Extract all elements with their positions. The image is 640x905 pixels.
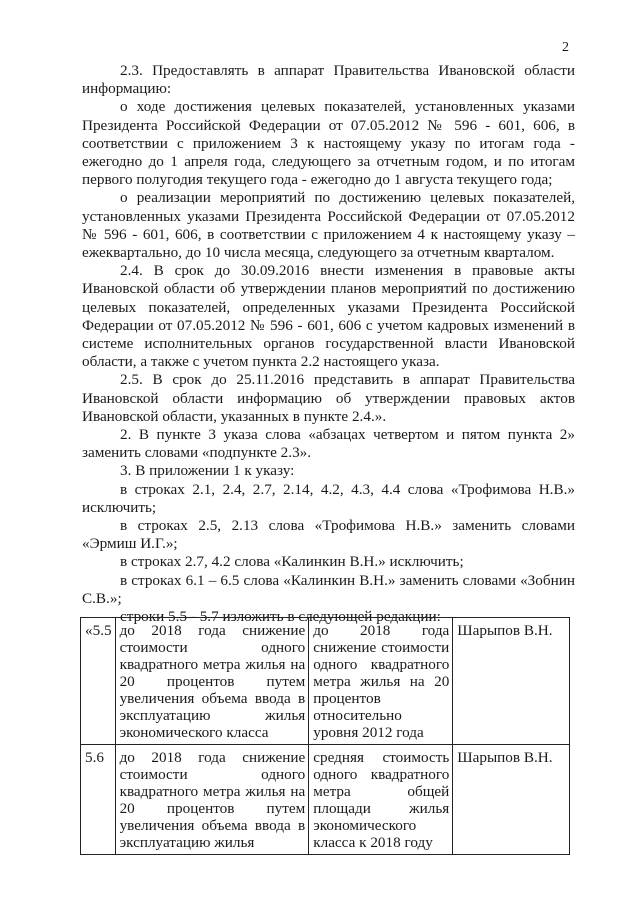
paragraph-2-3: 2.3. Предоставлять в аппарат Правительства Ивановской области информацию: — [82, 62, 575, 98]
document-body — [82, 62, 575, 626]
paragraph-rows-new-edition: строки 5.5 - 5.7 изложить в следующей редакции: — [120, 608, 441, 626]
row-target: до 2018 года снижение стоимости одного квадратного метра жилья на 20 процентов относительно уровня 2012 года — [313, 622, 450, 741]
row-responsible: Шарыпов В.Н. — [453, 618, 570, 745]
paragraph-item-3: 3. В приложении 1 к указу: — [120, 462, 295, 480]
paragraph-targets-progress: о ходе достижения целевых показателей, установленных указами Президента Российской Федерации от 07.05.2012 № 596 - 601, 606, в соответствии с приложением 3 к настоящему указу по итогам года - ежегодно до 1 апреля года, следующего за отчетным годом, и по итогам первого полугодия текущего года - ежегодно до 1 августа текущего года; — [82, 98, 575, 189]
row-number: «5.5 — [81, 618, 116, 745]
table-row — [81, 618, 570, 745]
paragraph-rows-exclude-trofimova: в строках 2.1, 2.4, 2.7, 2.14, 4.2, 4.3, 4.4 слова «Трофимова Н.В.» исключить; — [82, 480, 575, 516]
row-description: до 2018 года снижение стоимости одного квадратного метра жилья на 20 процентов путем увеличения объема ввода в эксплуатацию жилья экономического класса — [119, 622, 306, 741]
paragraph-measures-implementation: о реализации мероприятий по достижению целевых показателей, установленных указами Президента Российской Федерации от 07.05.2012 № 596 - 601, 606, в соответствии с приложением 4 к настоящему указу – ежеквартально, до 10 числа месяца, следующего за отчетным кварталом. — [82, 189, 575, 262]
row-target: средняя стоимость одного квадратного метра общей площади жилья экономического класса к 2018 году — [313, 749, 450, 851]
measures-table — [80, 617, 570, 855]
paragraph-rows-replace-ermish: в строках 2.5, 2.13 слова «Трофимова Н.В.» заменить словами «Эрмиш И.Г.»; — [82, 517, 575, 553]
table-row — [81, 745, 570, 855]
row-description: до 2018 года снижение стоимости одного квадратного метра жилья на 20 процентов путем увеличения объема ввода в эксплуатацию жилья — [119, 749, 306, 851]
page-number: 2 — [562, 40, 569, 55]
paragraph-item-2: 2. В пункте 3 указа слова «абзацах четвертом и пятом пункта 2» заменить словами «подпункте 2.3». — [82, 426, 575, 462]
row-number: 5.6 — [81, 745, 116, 855]
paragraph-2-5: 2.5. В срок до 25.11.2016 представить в аппарат Правительства Ивановской области информацию об утверждении правовых актов Ивановской области, указанных в пункте 2.4.». — [82, 371, 575, 425]
paragraph-rows-exclude-kalinkin: в строках 2.7, 4.2 слова «Калинкин В.Н.» исключить; — [120, 553, 464, 571]
paragraph-rows-replace-zobnin: в строках 6.1 – 6.5 слова «Калинкин В.Н.» заменить словами «Зобнин С.В.»; — [82, 571, 575, 607]
row-responsible: Шарыпов В.Н. — [453, 745, 570, 855]
paragraph-2-4: 2.4. В срок до 30.09.2016 внести изменения в правовые акты Ивановской области об утверждении планов мероприятий по достижению целевых показателей, определенных указами Президента Российской Федерации от 07.05.2012 № 596 - 601, 606 с учетом кадровых изменений в системе исполнительных органов государственной власти Ивановской области, а также с учетом пункта 2.2 настоящего указа. — [82, 262, 575, 371]
